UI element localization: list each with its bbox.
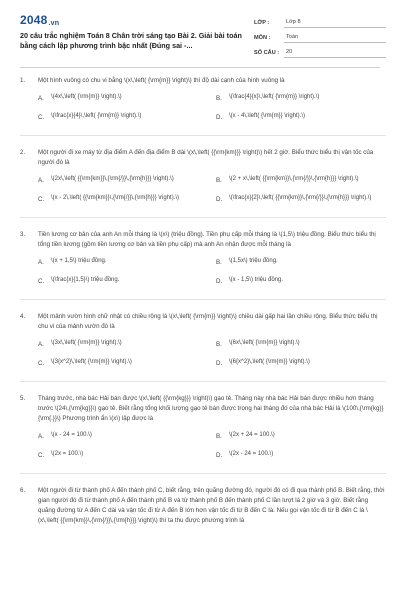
option-text: \(3{x^2}\,\left( {\rm{m}} \right).\) xyxy=(51,359,132,366)
meta-row-class xyxy=(254,15,386,30)
question-text: Một người đi từ thành phố A đến thành phố C, biết rằng, trên quãng đường đó, người đó có đi qua thành phố B. Biết rằng, thời gian người đó đi từ thành phố A đến thành phố B và từ thành phố B đến thành phố C lần lượt là 2 giờ và 3 giờ. Biết rằng quãng đường từ A đến C dài và vận tốc đi từ A đến B lớn hơn vận tốc đi từ B đến C là. Nếu gọi vận tốc đi từ B đến C là \(x\,\left( {{\rm{km}}\,{\rm{/}}\,{\rm{h}}} \right)\) thì ta thu được phương trình là xyxy=(38,487,385,524)
answer-option[interactable] xyxy=(38,431,208,441)
question-list xyxy=(20,76,386,539)
option-text: \(2x + 24 = 100.\) xyxy=(229,432,275,439)
answer-option[interactable] xyxy=(216,112,386,122)
option-text: \(1,5x\) triệu đồng. xyxy=(229,258,278,265)
answer-option[interactable] xyxy=(216,257,386,267)
option-letter: C. xyxy=(38,113,45,121)
question-text: Một người đi xe máy từ địa điểm A đến địa điểm B dài \(x\,\left( {{\rm{km}}} \right)\) hết 2 giờ. Biểu thức biểu thị vận tốc của người đó là xyxy=(38,149,374,166)
meta-label: MÔN : xyxy=(254,34,271,41)
question-divider xyxy=(20,135,386,136)
option-text: \(3x\,\left( {\rm{m}} \right).\) xyxy=(51,340,122,347)
option-letter: B. xyxy=(216,340,222,348)
option-letter: A. xyxy=(38,176,44,184)
question-divider xyxy=(20,473,386,474)
option-letter: C. xyxy=(38,451,45,459)
question-item xyxy=(20,394,386,460)
question-text: Một hình vuông có chu vi bằng \(x\,\left( {\rm{m}} \right)\) thì độ dài cạnh của hình vuông là xyxy=(38,77,285,84)
answer-options xyxy=(20,339,386,368)
answer-option[interactable] xyxy=(38,175,208,185)
answer-option[interactable] xyxy=(38,93,208,103)
meta-label: LỚP : xyxy=(254,19,270,26)
option-text: \(2 + x\,\left( {{\rm{km}}\,{\rm{/}}\,{\rm{h}}} \right).\) xyxy=(229,176,359,183)
option-text: \(x - 2\,\left( {{\rm{km}}\,{\rm{/}}\,{\rm{h}}} \right).\) xyxy=(51,195,180,202)
option-letter: B. xyxy=(216,432,222,440)
answer-option[interactable] xyxy=(38,194,208,204)
question-item xyxy=(20,486,386,526)
option-text: \(x + 1,5\) triệu đồng. xyxy=(51,258,107,265)
answer-option[interactable] xyxy=(216,93,386,103)
option-text: \(x - 1,5\) triệu đồng. xyxy=(229,277,284,284)
answer-option[interactable] xyxy=(216,194,386,204)
answer-option[interactable] xyxy=(38,276,208,286)
option-text: \(2x = 100.\) xyxy=(51,451,84,458)
answer-options xyxy=(20,431,386,460)
option-letter: D. xyxy=(216,277,223,285)
option-text: \(\frac{x}{4}\,\left( {\rm{m}} \right).\) xyxy=(51,113,142,120)
document-title: 20 câu trắc nghiệm Toán 8 Chân trời sáng tạo Bài 2. Giải bài toán bằng cách lập phương trình bậc nhất (Đúng sai -... xyxy=(20,31,242,50)
option-letter: D. xyxy=(216,451,223,459)
option-text: \(x - 24 = 100.\) xyxy=(51,432,92,439)
meta-row-subject xyxy=(254,30,386,45)
option-letter: C. xyxy=(38,277,45,285)
meta-label: SỐ CÂU : xyxy=(254,49,280,56)
option-text: \(6{x^2}\,\left( {\rm{m}} \right).\) xyxy=(229,359,310,366)
meta-value: Toán xyxy=(284,32,386,43)
header-divider xyxy=(20,67,380,68)
option-letter: B. xyxy=(216,176,222,184)
page-header xyxy=(0,0,400,64)
option-text: \(2x\,\left( {{\rm{km}}\,{\rm{/}}\,{\rm{h}}} \right).\) xyxy=(51,176,174,183)
option-letter: D. xyxy=(216,359,223,367)
answer-option[interactable] xyxy=(38,358,208,368)
option-text: \(\frac{x}{1,5}\) triệu đồng. xyxy=(51,277,120,284)
logo-suffix: .vn xyxy=(48,20,60,27)
meta-row-question-count xyxy=(254,45,386,60)
option-letter: D. xyxy=(216,113,223,121)
option-text: \(x - 4\,\left( {\rm{m}} \right).\) xyxy=(229,113,306,120)
option-text: \(6x\,\left( {\rm{m}} \right).\) xyxy=(229,340,300,347)
question-divider xyxy=(20,217,386,218)
option-letter: A. xyxy=(38,258,44,266)
option-letter: A. xyxy=(38,340,44,348)
meta-value: 20 xyxy=(284,47,386,58)
option-letter: D. xyxy=(216,195,223,203)
answer-option[interactable] xyxy=(216,175,386,185)
question-item xyxy=(20,230,386,286)
logo-text: 2048 xyxy=(20,13,48,27)
option-text: \(2x - 24 = 100.\) xyxy=(229,451,274,458)
question-item xyxy=(20,76,386,122)
meta-value: Lớp 8 xyxy=(284,17,386,28)
option-text: \(4x\,\left( {\rm{m}} \right).\) xyxy=(51,94,122,101)
answer-option[interactable] xyxy=(38,257,208,267)
option-text: \(\frac{x}{2}\,\left( {{\rm{km}}\,{\rm{/}}\,{\rm{h}}} \right).\) xyxy=(229,195,372,202)
question-text: Tháng trước, nhà bác Hải bán được \(x\,\left( {{\rm{kg}}} \right)\) gạo tẻ. Tháng này nhà bác Hải bán được nhiều hơn tháng trước \(24\,{\rm{kg}}\) gạo tẻ. Biết rằng tổng khối lượng gạo tẻ bán được trong hai tháng đó của nhà bác Hải là \(100\,{\rm{kg}}{\rm{.}}\) Phương trình ẩn \(x\) lập được là xyxy=(38,395,384,422)
option-letter: C. xyxy=(38,359,45,367)
answer-option[interactable] xyxy=(216,358,386,368)
question-number: 1. xyxy=(20,77,26,84)
answer-options xyxy=(20,93,386,122)
option-letter: A. xyxy=(38,432,44,440)
answer-option[interactable] xyxy=(216,276,386,286)
answer-option[interactable] xyxy=(216,431,386,441)
answer-option[interactable] xyxy=(38,112,208,122)
question-item xyxy=(20,312,386,368)
question-number: 3. xyxy=(20,231,26,238)
answer-option[interactable] xyxy=(216,339,386,349)
option-letter: B. xyxy=(216,258,222,266)
site-logo[interactable] xyxy=(20,13,59,27)
question-divider xyxy=(20,381,386,382)
question-number: 5. xyxy=(20,395,26,402)
question-text: Một mảnh vườn hình chữ nhật có chiều rộng là \(x\,\left( {\rm{m}} \right)\) chiều dài gấp hai lần chiều rộng. Biểu thức biểu thị chu vi của mảnh vườn đó là xyxy=(38,313,378,330)
question-number: 4. xyxy=(20,313,26,320)
answer-options xyxy=(20,257,386,286)
question-divider xyxy=(20,299,386,300)
question-text: Tiền lương cơ bản của anh An mỗi tháng là \(x\) (triệu đồng). Tiền phụ cấp mỗi tháng là \(1,5\) triệu đồng. Biểu thức biểu thị tổng tiền lương (gồm tiền lương cơ bản và tiền phụ cấp) mà anh An nhận được mỗi tháng là xyxy=(38,231,376,248)
answer-option[interactable] xyxy=(216,450,386,460)
question-number: 2. xyxy=(20,149,26,156)
option-letter: A. xyxy=(38,94,44,102)
meta-panel xyxy=(254,15,386,60)
answer-options xyxy=(20,175,386,204)
question-item xyxy=(20,148,386,204)
answer-option[interactable] xyxy=(38,339,208,349)
question-number: 6. xyxy=(20,487,26,494)
option-letter: B. xyxy=(216,94,222,102)
option-letter: C. xyxy=(38,195,45,203)
answer-option[interactable] xyxy=(38,450,208,460)
option-text: \(\frac{4}{x}\,\left( {\rm{m}} \right).\) xyxy=(229,94,320,101)
